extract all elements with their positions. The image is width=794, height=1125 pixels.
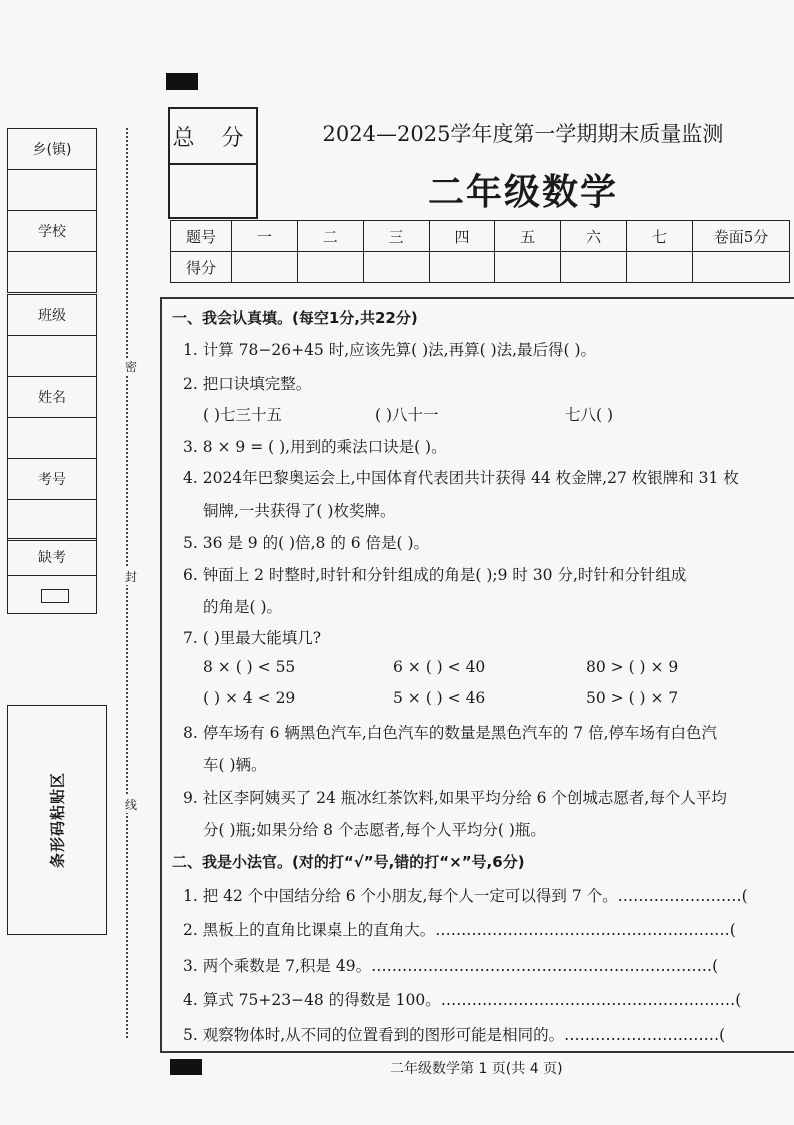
score-cell[interactable] xyxy=(297,252,363,283)
question-1-3: 3. 8 × 9 = ( ),用到的乘法口诀是( )。 xyxy=(183,438,447,456)
judge-question-1: 1. 把 42 个中国结分给 6 个小朋友,每个人一定可以得到 7 个。……………………( xyxy=(183,887,748,905)
question-1-7-r2-b: 5 × ( ) < 46 xyxy=(393,689,486,707)
score-col-5: 五 xyxy=(495,221,561,252)
total-score-label: 总 分 xyxy=(170,109,256,165)
question-1-6-line2: 的角是( )。 xyxy=(203,598,283,616)
question-1-4-line1: 4. 2024年巴黎奥运会上,中国体育代表团共计获得 44 枚金牌,27 枚银牌和 31 枚 xyxy=(183,469,739,487)
judge-question-5: 5. 观察物体时,从不同的位置看到的图形可能是相同的。…………………………( xyxy=(183,1026,726,1044)
score-col-7: 七 xyxy=(627,221,693,252)
page-footer: 二年级数学第 1 页(共 4 页) xyxy=(390,1061,563,1077)
seal-char-3: 线 xyxy=(125,798,138,812)
question-1-2-b: ( )八十一 xyxy=(375,406,439,424)
score-row-label: 得分 xyxy=(171,252,232,283)
score-cell[interactable] xyxy=(627,252,693,283)
question-1-7-r2-c: 50 > ( ) × 7 xyxy=(586,689,679,707)
score-col-label: 题号 xyxy=(171,221,232,252)
total-score-box xyxy=(168,107,258,219)
score-col-neatness: 卷面5分 xyxy=(693,221,790,252)
question-1-7-r2-a: ( ) × 4 < 29 xyxy=(203,689,296,707)
question-1-7-r1-b: 6 × ( ) < 40 xyxy=(393,658,486,676)
name-field[interactable] xyxy=(8,418,96,459)
class-label: 班级 xyxy=(8,295,96,336)
score-col-6: 六 xyxy=(561,221,627,252)
question-1-2-a: ( )七三十五 xyxy=(203,406,283,424)
question-1-8-line2: 车( )辆。 xyxy=(203,756,267,774)
exam-title: 2024—2025学年度第一学期期末质量监测 xyxy=(322,122,724,146)
question-1-2: 2. 把口诀填完整。 xyxy=(183,375,312,393)
judge-question-3: 3. 两个乘数是 7,积是 49。…………………………………………………………( xyxy=(183,957,719,975)
question-1-9-line1: 9. 社区李阿姨买了 24 瓶冰红茶饮料,如果平均分给 6 个创城志愿者,每个人平均 xyxy=(183,789,727,807)
exam-number-field[interactable] xyxy=(8,500,96,540)
town-field[interactable] xyxy=(8,170,96,211)
seal-char-1: 密 xyxy=(125,360,138,374)
score-table xyxy=(170,220,790,283)
question-1-6-line1: 6. 钟面上 2 时整时,时针和分针组成的角是( );9 时 30 分,时针和分针组成 xyxy=(183,566,687,584)
school-label: 学校 xyxy=(8,211,96,252)
question-1-9-line2: 分( )瓶;如果分给 8 个志愿者,每个人平均分( )瓶。 xyxy=(203,821,546,839)
student-info-box xyxy=(7,128,97,293)
barcode-label: 条形码粘贴区 xyxy=(48,771,67,869)
class-field[interactable] xyxy=(8,336,96,377)
score-col-4: 四 xyxy=(429,221,495,252)
question-1-4-line2: 铜牌,一共获得了( )枚奖牌。 xyxy=(203,502,396,520)
score-cell[interactable] xyxy=(429,252,495,283)
score-cell[interactable] xyxy=(495,252,561,283)
question-1-8-line1: 8. 停车场有 6 辆黑色汽车,白色汽车的数量是黑色汽车的 7 倍,停车场有白色汽 xyxy=(183,724,718,742)
name-label: 姓名 xyxy=(8,377,96,418)
barcode-area xyxy=(7,705,107,935)
score-cell[interactable] xyxy=(561,252,627,283)
score-cell[interactable] xyxy=(232,252,298,283)
score-table-score-row xyxy=(171,252,790,283)
school-field[interactable] xyxy=(8,252,96,292)
registration-mark-top xyxy=(166,73,198,90)
judge-question-2: 2. 黑板上的直角比课桌上的直角大。…………………………………………………( xyxy=(183,921,736,939)
registration-mark-bottom xyxy=(170,1059,202,1075)
judge-question-4: 4. 算式 75+23−48 的得数是 100。…………………………………………………( xyxy=(183,991,742,1009)
score-col-2: 二 xyxy=(297,221,363,252)
score-cell[interactable] xyxy=(693,252,790,283)
absent-label: 缺考 xyxy=(8,539,96,576)
exam-number-label: 考号 xyxy=(8,459,96,500)
seal-char-2: 封 xyxy=(125,570,138,584)
question-1-7-r1-a: 8 × ( ) < 55 xyxy=(203,658,296,676)
question-1-5: 5. 36 是 9 的( )倍,8 的 6 倍是( )。 xyxy=(183,534,430,552)
absent-box xyxy=(7,538,97,614)
question-1-2-c: 七八( ) xyxy=(565,406,614,424)
town-label: 乡(镇) xyxy=(8,129,96,170)
section-1-heading: 一、我会认真填。(每空1分,共22分) xyxy=(172,309,418,327)
section-2-heading: 二、我是小法官。(对的打“√”号,错的打“×”号,6分) xyxy=(172,853,525,871)
score-col-1: 一 xyxy=(232,221,298,252)
question-1-7: 7. ( )里最大能填几? xyxy=(183,629,322,647)
total-score-field[interactable] xyxy=(170,165,256,219)
question-1-7-r1-c: 80 > ( ) × 9 xyxy=(586,658,679,676)
subject-title: 二年级数学 xyxy=(427,172,618,213)
question-1-1: 1. 计算 78−26+45 时,应该先算( )法,再算( )法,最后得( )。 xyxy=(183,341,597,359)
score-cell[interactable] xyxy=(363,252,429,283)
score-col-3: 三 xyxy=(363,221,429,252)
absent-checkbox[interactable] xyxy=(41,589,69,603)
student-info-box-2 xyxy=(7,294,97,541)
score-table-header-row xyxy=(171,221,790,252)
